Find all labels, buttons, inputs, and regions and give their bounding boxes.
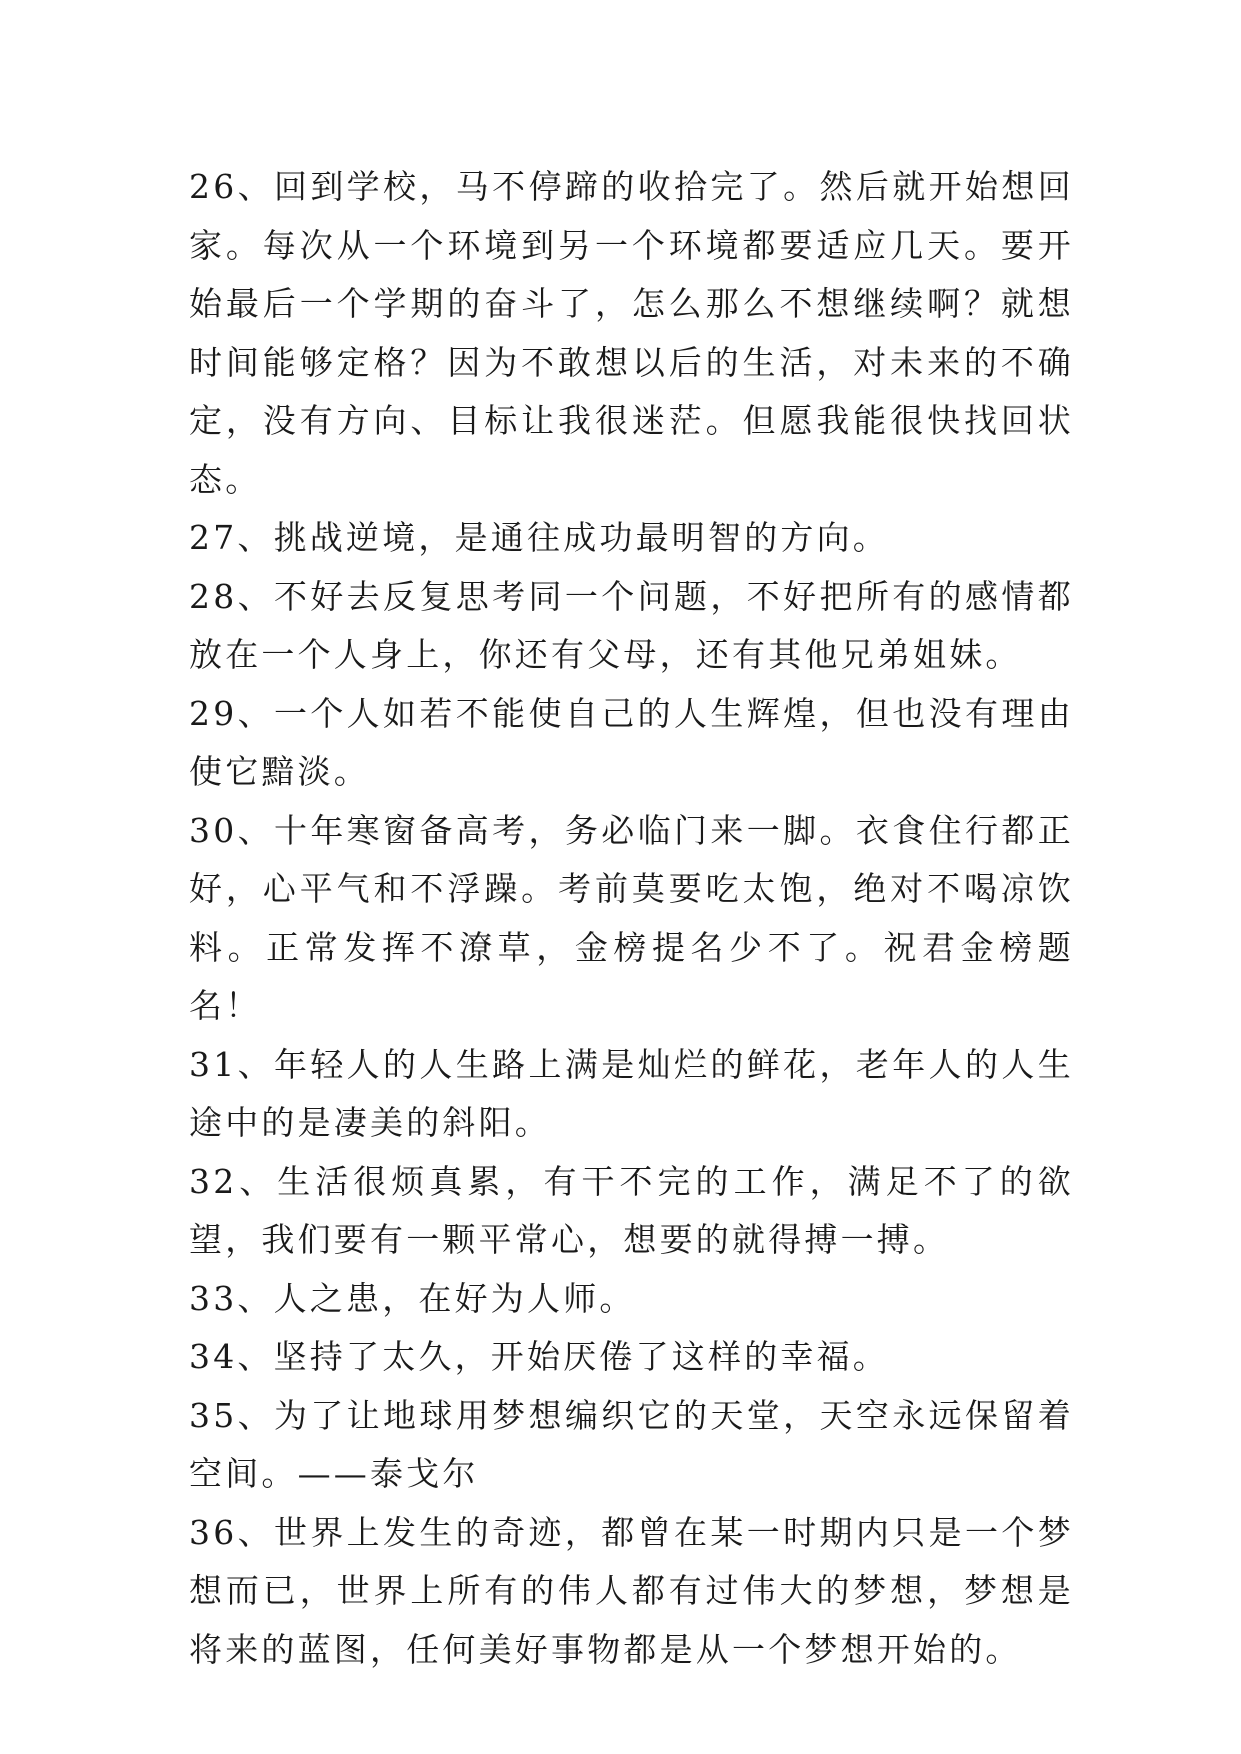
- paragraph-31: 31、年轻人的人生路上满是灿烂的鲜花，老年人的人生途中的是凄美的斜阳。: [189, 1044, 1074, 1142]
- paragraph-32: 32、生活很烦真累，有干不完的工作，满足不了的欲望，我们要有一颗平常心，想要的就得搏一搏。: [189, 1161, 1074, 1259]
- paragraph-29: 29、一个人如若不能使自己的人生辉煌，但也没有理由使它黯淡。: [189, 693, 1074, 791]
- paragraph-27: 27、挑战逆境，是通往成功最明智的方向。: [189, 518, 889, 557]
- paragraph-26: 26、回到学校，马不停蹄的收拾完了。然后就开始想回家。每次从一个环境到另一个环境都要适应几天。要开始最后一个学期的奋斗了，怎么那么不想继续啊？就想时间能够定格？因为不敢想以后的生活，对未来的不确定，没有方向、目标让我很迷茫。但愿我能很快找回状态。: [189, 167, 1074, 499]
- document-body: [189, 158, 1074, 1679]
- paragraph-30: 30、十年寒窗备高考，务必临门来一脚。衣食住行都正好，心平气和不浮躁。考前莫要吃太饱，绝对不喝凉饮料。正常发挥不潦草，金榜提名少不了。祝君金榜题名！: [189, 810, 1074, 1025]
- paragraph-34: 34、坚持了太久，开始厌倦了这样的幸福。: [189, 1337, 889, 1376]
- paragraph-28: 28、不好去反复思考同一个问题，不好把所有的感情都放在一个人身上，你还有父母，还有其他兄弟姐妹。: [189, 576, 1074, 674]
- paragraph-36: 36、世界上发生的奇迹，都曾在某一时期内只是一个梦想而已，世界上所有的伟人都有过伟大的梦想，梦想是将来的蓝图，任何美好事物都是从一个梦想开始的。: [189, 1512, 1074, 1669]
- paragraph-35: 35、为了让地球用梦想编织它的天堂，天空永远保留着空间。——泰戈尔: [189, 1395, 1074, 1493]
- paragraph-33: 33、人之患，在好为人师。: [189, 1278, 636, 1318]
